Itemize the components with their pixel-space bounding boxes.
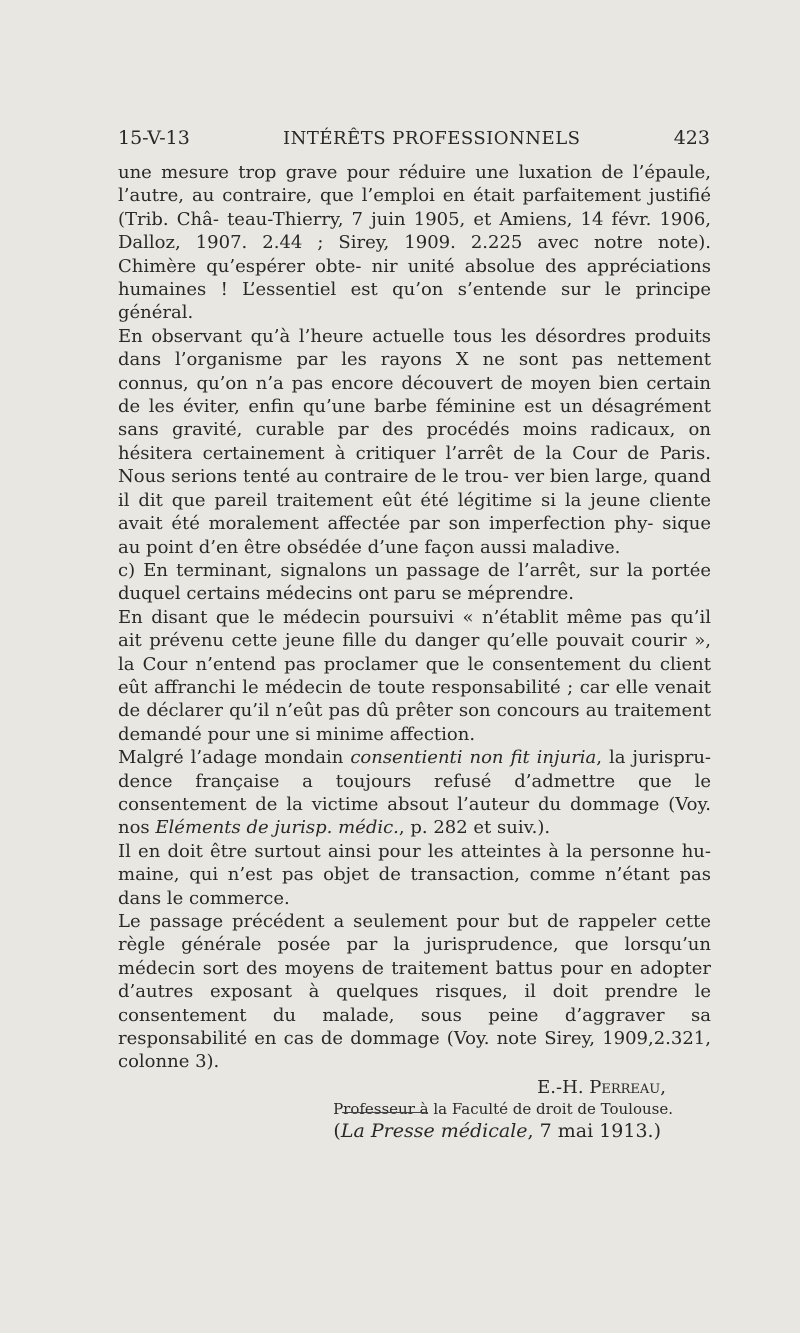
text-line: nir unité absolue des appréciations humaines ! L’essentiel est qu’on	[118, 255, 711, 301]
end-rule-divider	[342, 1112, 428, 1113]
text-line: minime affection.	[316, 723, 476, 745]
paragraph-7	[118, 910, 711, 1074]
text-line: maine, qui n’est pas objet de transaction, comme n’étant pas dans le	[118, 864, 711, 909]
text-line: prévenu cette jeune fille du danger qu’elle pouvait courir », la Cour	[118, 630, 711, 675]
text-line: duquel certains médecins ont paru se méprendre.	[118, 583, 575, 605]
running-header	[118, 127, 710, 149]
text-run: , p. 282 et suiv.).	[398, 817, 551, 839]
text-line: l’organisme par les rayons X ne sont pas nettement connus, qu’on	[118, 349, 711, 394]
text-line: teau-Thierry, 7 juin 1905, et Amiens, 14 févr. 1906, Dalloz, 1907.	[118, 208, 712, 254]
book-title: médic.	[338, 817, 399, 839]
paragraph-3	[118, 559, 711, 606]
text-line: l’arrêt de la Cour de Paris. Nous serions tenté au contraire de le trou-	[118, 442, 711, 488]
author-affiliation: Professeur à la Faculté de droit de Toulouse.	[333, 1100, 673, 1119]
text-run: Malgré l’adage mondain	[118, 747, 351, 769]
text-line: le médecin de toute responsabilité ; car elle venait de déclarer qu’il	[118, 676, 711, 722]
text-line: sique au point d’en être obsédée d’une façon aussi maladive.	[118, 513, 711, 558]
header-date: 15-V-13	[118, 127, 190, 149]
book-title: Eléments de jurisp.	[155, 817, 333, 839]
text-line: au contraire, que l’emploi en était parfaitement justifié (Trib. Châ-	[118, 185, 711, 230]
paren: (	[333, 1120, 341, 1143]
text-line: peine d’aggraver sa responsabilité en cas de dommage (Voy. note	[118, 1004, 711, 1050]
text-run: la victime absout l’auteur du dommage (Voy. nos	[118, 793, 711, 839]
text-line: ver bien large, quand il dit que pareil traitement eût été légitime si la	[118, 466, 711, 511]
paragraph-6	[118, 840, 711, 910]
article-body	[118, 161, 711, 1144]
text-line: c) En terminant, signalons un passage de l’arrêt, sur la portée	[118, 559, 711, 581]
paragraph-4	[118, 606, 711, 746]
text-line: n’a pas encore découvert de moyen bien certain de les éviter, enfin	[118, 372, 711, 418]
text-line: s’entende sur le principe général.	[118, 279, 711, 324]
paragraph-1	[118, 161, 711, 325]
text-line: des procédés moins radicaux, on hésitera certainement à critiquer	[118, 419, 711, 464]
text-line: quelques risques, il doit prendre le consentement du malade, sous	[118, 981, 711, 1026]
citation-date: , 7 mai 1913.)	[527, 1120, 661, 1143]
paragraph-5	[118, 746, 711, 840]
text-line: jeune cliente avait été moralement affectée par son imperfection phy-	[118, 489, 711, 535]
paragraph-2	[118, 325, 711, 559]
header-title: INTÉRÊTS PROFESSIONNELS	[283, 128, 581, 149]
text-line: une mesure trop grave pour réduire une luxation de l’épaule, l’autre,	[118, 162, 711, 207]
page-number: 423	[673, 127, 710, 149]
text-line: générale posée par la jurisprudence, que lorsqu’un médecin sort des	[118, 934, 711, 979]
journal-title: La Presse médicale	[340, 1120, 528, 1143]
text-line: Il en doit être surtout ainsi pour les atteintes à la personne hu-	[118, 840, 711, 862]
text-line: En observant qu’à l’heure actuelle tous les désordres produits dans	[118, 325, 711, 371]
text-line: qu’une barbe féminine est un désagrément sans gravité, curable par	[118, 396, 711, 441]
text-line: Sirey, 1909,2.321, colonne 3).	[118, 1028, 711, 1073]
text-line: En disant que le médecin poursuivi « n’établit même pas qu’il ait	[118, 606, 711, 652]
text-line: n’entend pas proclamer que le consentement du client eût affranchi	[118, 653, 711, 698]
author-name: E.-H. Perreau,	[537, 1076, 666, 1098]
text-run: , la jurispru-	[596, 747, 711, 769]
text-line: dence française a toujours refusé d’admettre que le consentement de	[118, 770, 711, 815]
text-line: commerce.	[188, 887, 290, 909]
text-line: Le passage précédent a seulement pour but de rappeler cette règle	[118, 911, 711, 956]
text-line: moyens de traitement battus pour en adopter d’autres exposant à	[118, 957, 712, 1003]
text-line: n’eût pas dû prêter son concours au traitement demandé pour une si	[118, 700, 711, 745]
source-citation	[118, 1120, 711, 1143]
latin-maxim: consentienti non fit injuria	[350, 747, 597, 769]
text-line: 2.44 ; Sirey, 1909. 2.225 avec notre note). Chimère qu’espérer obte-	[118, 232, 711, 277]
